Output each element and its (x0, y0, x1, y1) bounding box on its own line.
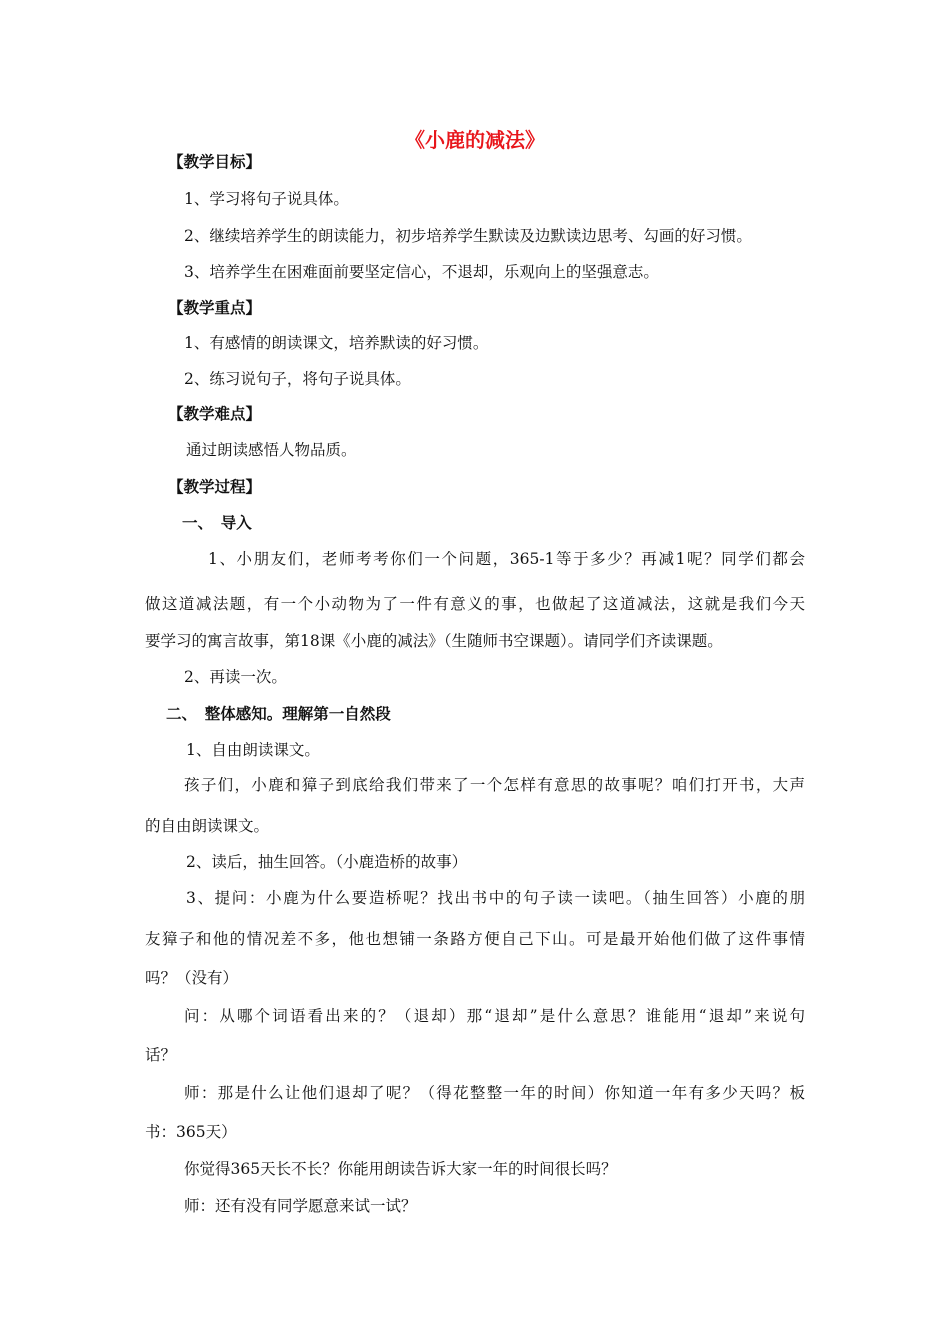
paragraph-line: 2、读后，抽生回答。（小鹿造桥的故事） (186, 853, 468, 871)
paragraph-line: 话？ (145, 1046, 177, 1064)
paragraph-line: 你觉得365天长不长？你能用朗读告诉大家一年的时间很长吗？ (184, 1160, 617, 1178)
paragraph-line: 师：还有没有同学愿意来试一试？ (184, 1197, 417, 1215)
document-title: 《小鹿的减法》 (405, 128, 545, 152)
section-heading-intro: 一、 导入 (182, 513, 252, 532)
paragraph-line: 问：从哪个词语看出来的？（退却）那“退却”是什么意思？谁能用“退却”来说句 (184, 1007, 805, 1025)
paragraph-line: 1、有感情的朗读课文，培养默读的好习惯。 (184, 334, 489, 352)
paragraph-line: 要学习的寓言故事，第18课《小鹿的减法》（生随师书空课题）。请同学们齐读课题。 (145, 632, 723, 650)
paragraph-line: 通过朗读感悟人物品质。 (186, 441, 357, 459)
paragraph-line: 3、培养学生在困难面前要坚定信心，不退却，乐观向上的坚强意志。 (184, 263, 659, 281)
paragraph-line: 友獐子和他的情况差不多，他也想铺一条路方便自己下山。可是最开始他们做了这件事情 (145, 930, 805, 948)
paragraph-line: 书：365天） (145, 1123, 237, 1141)
heading-teaching-goals: 【教学目标】 (168, 152, 262, 171)
paragraph-line: 1、小朋友们，老师考考你们一个问题，365-1等于多少？再减1呢？同学们都会 (208, 550, 805, 568)
paragraph-line: 2、继续培养学生的朗读能力，初步培养学生默读及边默读边思考、勾画的好习惯。 (184, 227, 752, 245)
heading-teaching-process: 【教学过程】 (168, 477, 262, 496)
heading-teaching-focus: 【教学重点】 (168, 298, 262, 317)
section-heading-overall: 二、 整体感知。理解第一自然段 (166, 704, 391, 723)
paragraph-line: 的自由朗读课文。 (145, 817, 270, 835)
paragraph-line: 1、自由朗读课文。 (186, 741, 320, 759)
heading-teaching-difficulty: 【教学难点】 (168, 404, 262, 423)
paragraph-line: 孩子们，小鹿和獐子到底给我们带来了一个怎样有意思的故事呢？咱们打开书，大声 (184, 776, 805, 794)
paragraph-line: 1、学习将句子说具体。 (184, 190, 349, 208)
paragraph-line: 师：那是什么让他们退却了呢？（得花整整一年的时间）你知道一年有多少天吗？板 (184, 1084, 805, 1102)
paragraph-line: 2、再读一次。 (184, 668, 287, 686)
paragraph-line: 做这道减法题，有一个小动物为了一件有意义的事，也做起了这道减法，这就是我们今天 (145, 595, 805, 613)
paragraph-line: 2、练习说句子，将句子说具体。 (184, 370, 411, 388)
paragraph-line: 3、提问：小鹿为什么要造桥呢？找出书中的句子读一读吧。（抽生回答）小鹿的朋 (186, 889, 805, 907)
paragraph-line: 吗？（没有） (145, 969, 239, 987)
